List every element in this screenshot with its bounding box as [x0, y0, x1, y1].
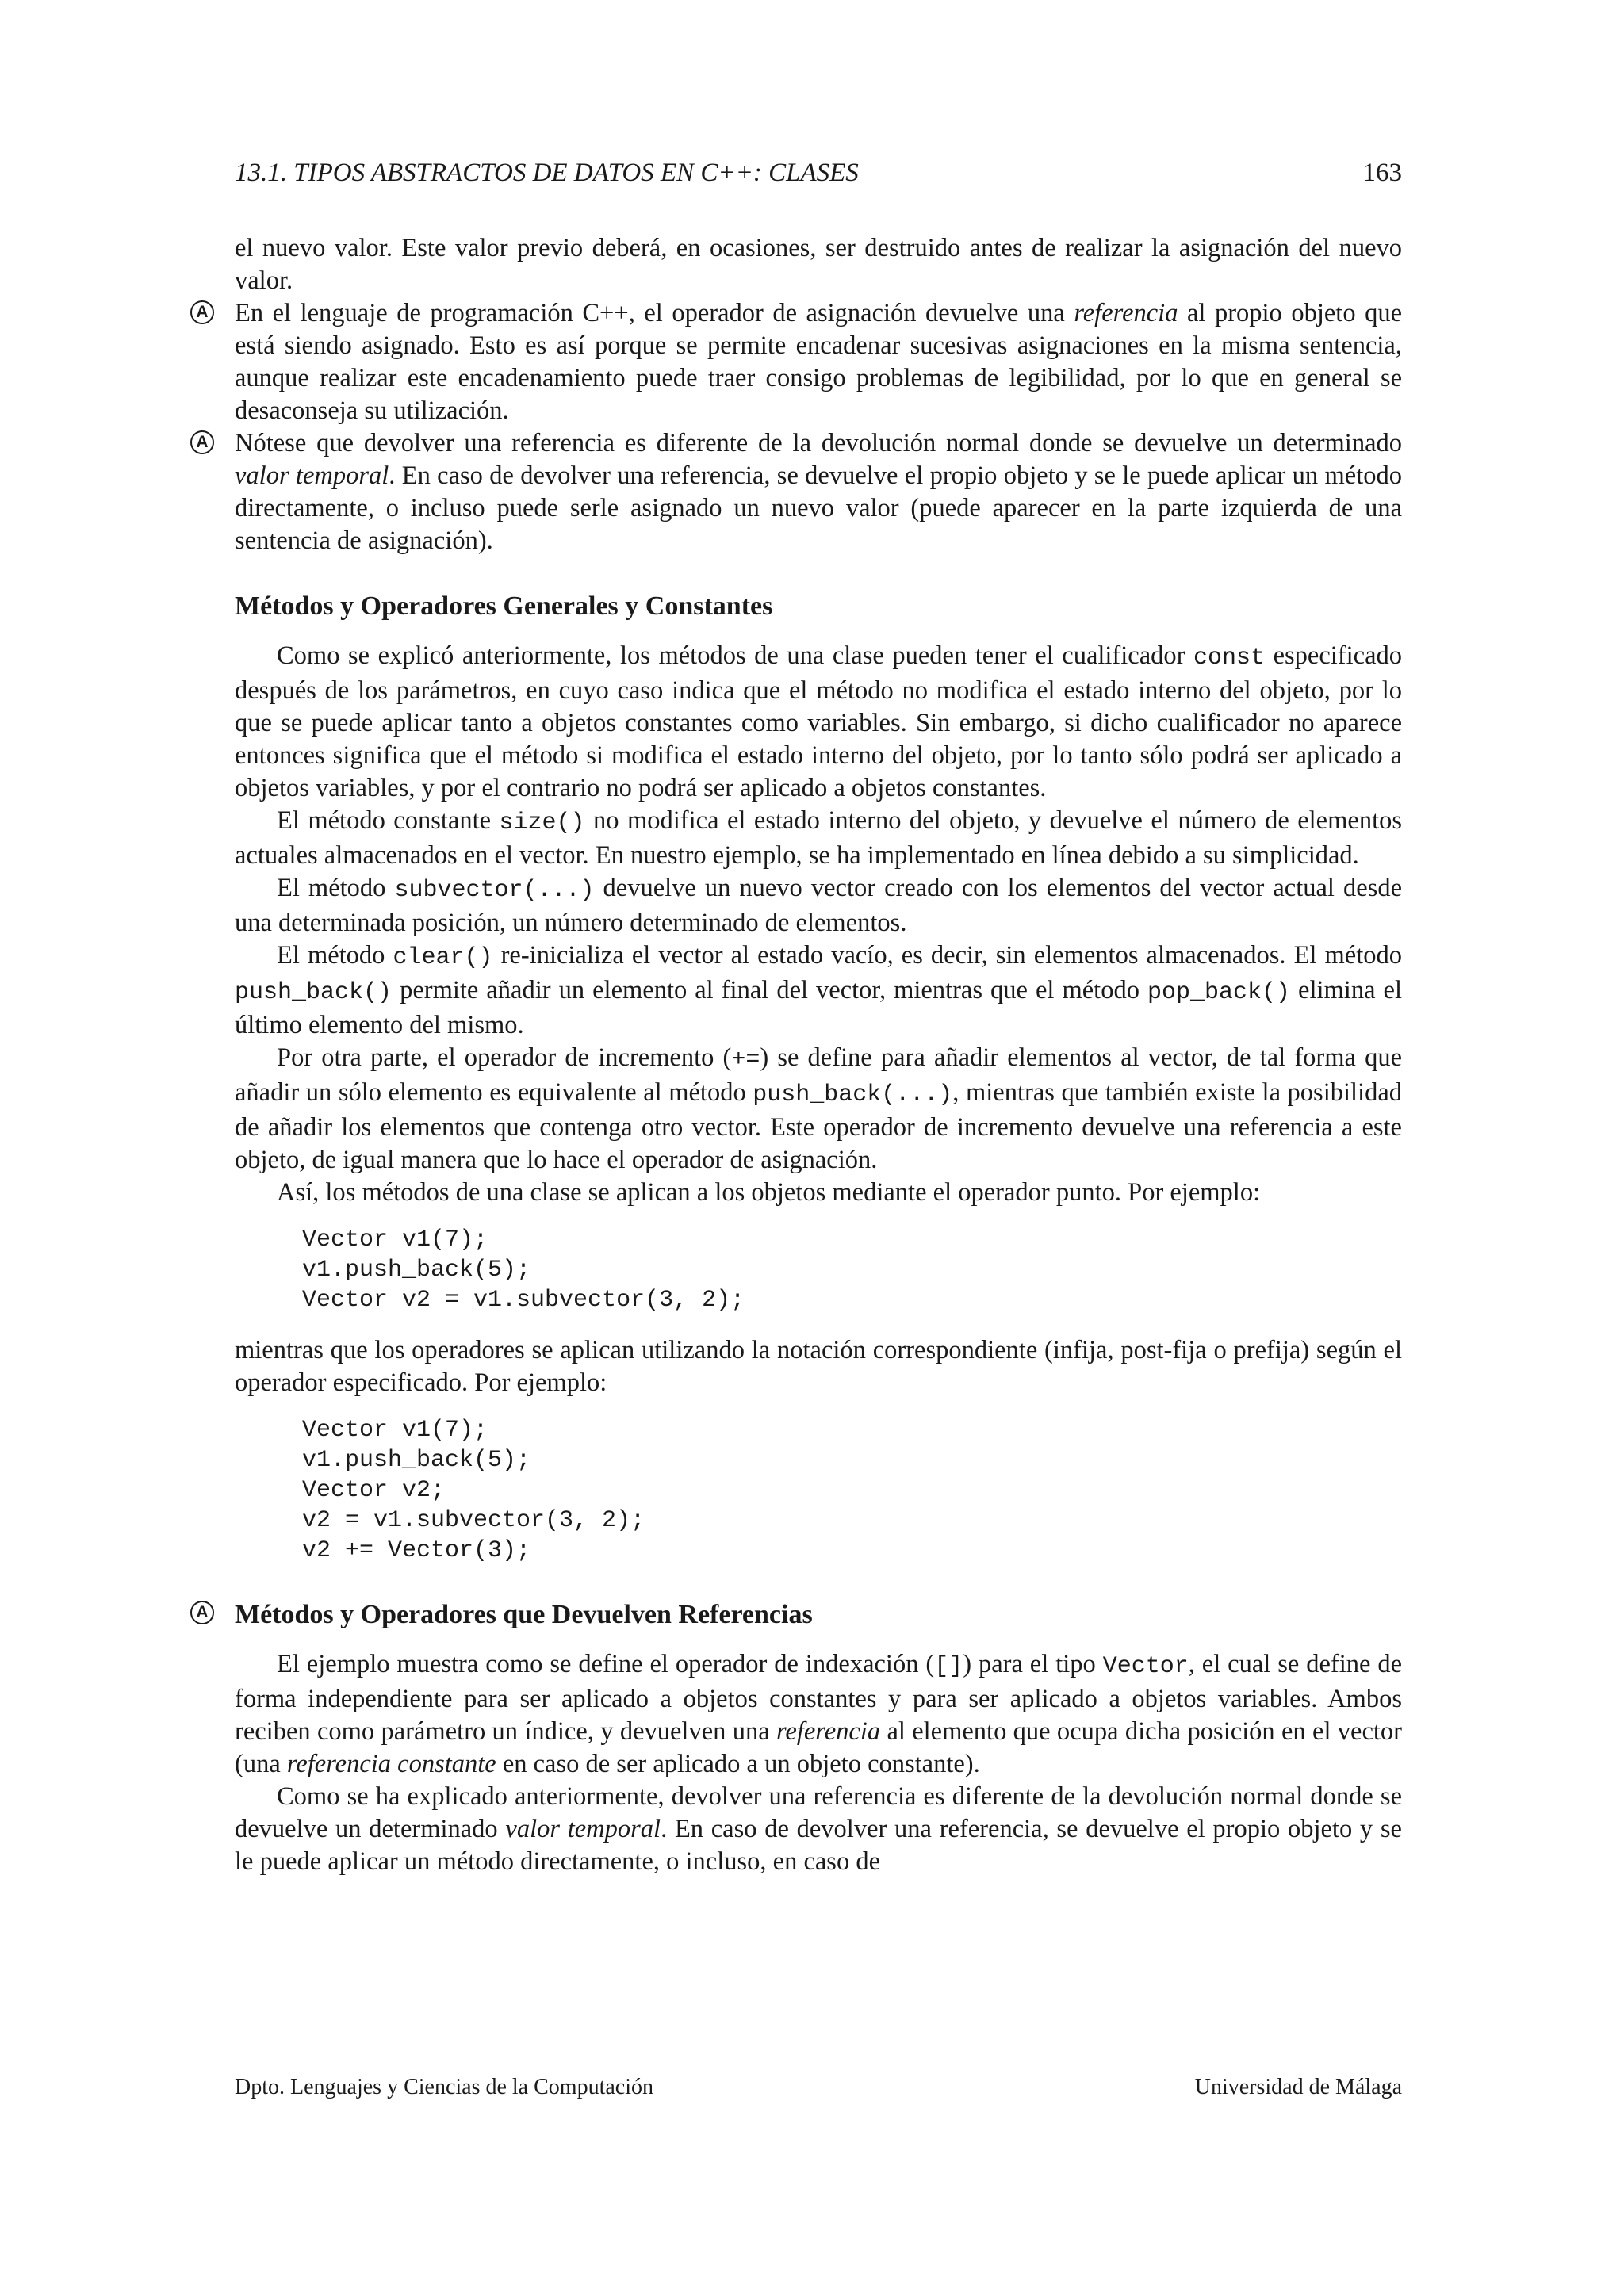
paragraph-text: al propio objeto que está siendo asignado. Esto es así porque se permite encadenar sucesivas asignaciones en la misma sentencia, aunque realizar este encadenamiento puede traer consigo problemas de legibilidad, por lo que en general se desaconseja su utilización.: [235, 299, 1403, 425]
paragraph-text: Nótese que devolver una referencia es diferente de la devolución normal donde se devuelve un determinado: [235, 429, 1402, 457]
paragraph-text: permite añadir un elemento al final del vector, mientras que el método: [392, 976, 1147, 1004]
inline-code: size(): [499, 809, 585, 836]
running-title: 13.1. TIPOS ABSTRACTOS DE DATOS EN C++: CLASES: [235, 159, 859, 187]
paragraph-text: especificado después de los parámetros, en cuyo caso indica que el método no modifica el estado interno del objeto, por lo que se puede aplicar tanto a objetos constantes como variables. Sin embargo, si dicho cualificador no aparece entonces significa que el método si modifica el estado interno del objeto, por lo tanto sólo podrá ser aplicado a objetos variables, y por el contrario no podrá ser aplicado a objetos constantes.: [235, 641, 1402, 802]
paragraph-text: , el cual se define de forma independiente para ser aplicado a objetos constantes y para ser aplicado a objetos variables. Ambos reciben como parámetro un índice, y devuelven una: [235, 1650, 1402, 1746]
paragraph: [235, 1648, 1402, 1781]
inline-code: []: [934, 1653, 963, 1680]
advanced-paragraph: [196, 297, 1403, 427]
code-block: Vector v1(7); v1.push_back(5); Vector v2 = v1.subvector(3, 2);: [302, 1226, 745, 1314]
paragraph-text: ) para el tipo: [963, 1650, 1103, 1678]
emphasis: referencia: [776, 1717, 881, 1746]
paragraph: [235, 640, 1402, 805]
advanced-paragraph: [196, 427, 1402, 557]
paragraph-text: . En caso de devolver una referencia, se devuelve el propio objeto y se le puede aplicar un método directamente, o incluso, en caso de: [235, 1815, 1402, 1876]
paragraph: [235, 1334, 1402, 1399]
paragraph-text: , mientras que también existe la posibilidad de añadir los elementos que contenga otro vector. Este operador de incremento devuelve una referencia a este objeto, de igual manera que lo hace el operador de asignación.: [235, 1078, 1402, 1174]
paragraph: [235, 805, 1402, 872]
emphasis: valor temporal: [505, 1815, 661, 1843]
page-footer: [235, 2073, 1402, 2102]
paragraph-text: no modifica el estado interno del objeto, y devuelve el número de elementos actuales almacenados en el vector. En nuestro ejemplo, se ha implementado en línea debido a su simplicidad.: [235, 806, 1402, 870]
code-block: Vector v1(7); v1.push_back(5); Vector v2; v2 = v1.subvector(3, 2); v2 += Vector(3);: [302, 1417, 645, 1564]
paragraph-text: ) se define para añadir elementos al vector, de tal forma que añadir un sólo elemento es equivalente al método: [235, 1043, 1402, 1107]
paragraph: [235, 1781, 1402, 1878]
paragraph-text: devuelve un nuevo vector creado con los elementos del vector actual desde una determinada posición, un número determinado de elementos.: [235, 874, 1402, 937]
page-body: [196, 232, 1403, 1878]
paragraph-text: El método: [277, 874, 395, 902]
paragraph: [235, 1042, 1402, 1177]
inline-code: const: [1193, 645, 1266, 672]
inline-code: Vector: [1102, 1653, 1189, 1680]
section-heading: [196, 1598, 1402, 1632]
inline-code: push_back(...): [753, 1081, 953, 1108]
paragraph-text: Por otra parte, el operador de incremento (: [277, 1043, 732, 1072]
inline-code: +=: [731, 1047, 760, 1073]
paragraph: [235, 939, 1402, 1042]
page-header: [235, 155, 1402, 190]
inline-code: subvector(...): [394, 877, 595, 904]
paragraph-text: el nuevo valor. Este valor previo deberá, en ocasiones, ser destruido antes de realizar la asignación del nuevo valor.: [235, 234, 1402, 295]
footer-university: Universidad de Málaga: [1194, 2075, 1402, 2099]
paragraph-text: mientras que los operadores se aplican utilizando la notación correspondiente (infija, post-fija o prefija) según el operador especificado. Por ejemplo:: [235, 1336, 1402, 1397]
footer-department: Dpto. Lenguajes y Ciencias de la Computación: [235, 2075, 653, 2099]
emphasis: referencia: [1074, 299, 1178, 327]
paragraph-text: En el lenguaje de programación C++, el operador de asignación devuelve una: [235, 299, 1074, 327]
emphasis: valor temporal: [235, 461, 389, 490]
section-heading-text: Métodos y Operadores que Devuelven Referencias: [235, 1600, 813, 1629]
advanced-mark-icon: A: [190, 430, 214, 454]
paragraph-text: re-inicializa el vector al estado vacío, es decir, sin elementos almacenados. El método: [492, 941, 1402, 970]
section-heading: Métodos y Operadores Generales y Constantes: [235, 591, 773, 621]
paragraph: [235, 872, 1402, 939]
emphasis: referencia constante: [286, 1750, 496, 1778]
inline-code: pop_back(): [1147, 979, 1291, 1006]
paragraph-text: elimina el último elemento del mismo.: [235, 976, 1402, 1039]
paragraph-text: El ejemplo muestra como se define el operador de indexación (: [277, 1650, 935, 1678]
paragraph-text: al elemento que ocupa dicha posición en el vector (una: [235, 1717, 1402, 1778]
paragraph-text: Como se explicó anteriormente, los métodos de una clase pueden tener el cualificador: [277, 641, 1194, 670]
advanced-mark-icon: A: [190, 300, 214, 324]
paragraph: [235, 232, 1402, 297]
inline-code: clear(): [393, 944, 493, 971]
inline-code: push_back(): [235, 979, 393, 1006]
paragraph-text: El método constante: [277, 806, 500, 835]
paragraph: [235, 1177, 1402, 1209]
paragraph-text: en caso de ser aplicado a un objeto constante).: [496, 1750, 980, 1778]
page-number: 163: [1362, 159, 1402, 187]
paragraph-text: Así, los métodos de una clase se aplican a los objetos mediante el operador punto. Por ejemplo:: [277, 1178, 1261, 1207]
advanced-mark-icon: A: [190, 1601, 214, 1624]
paragraph-text: El método: [277, 941, 393, 970]
paragraph-text: Como se ha explicado anteriormente, devolver una referencia es diferente de la devolución normal donde se devuelve un determinado: [235, 1782, 1402, 1843]
paragraph-text: . En caso de devolver una referencia, se devuelve el propio objeto y se le puede aplicar un método directamente, o incluso puede serle asignado un nuevo valor (puede aparecer en la parte izquierda de una sentencia de asignación).: [235, 461, 1402, 555]
